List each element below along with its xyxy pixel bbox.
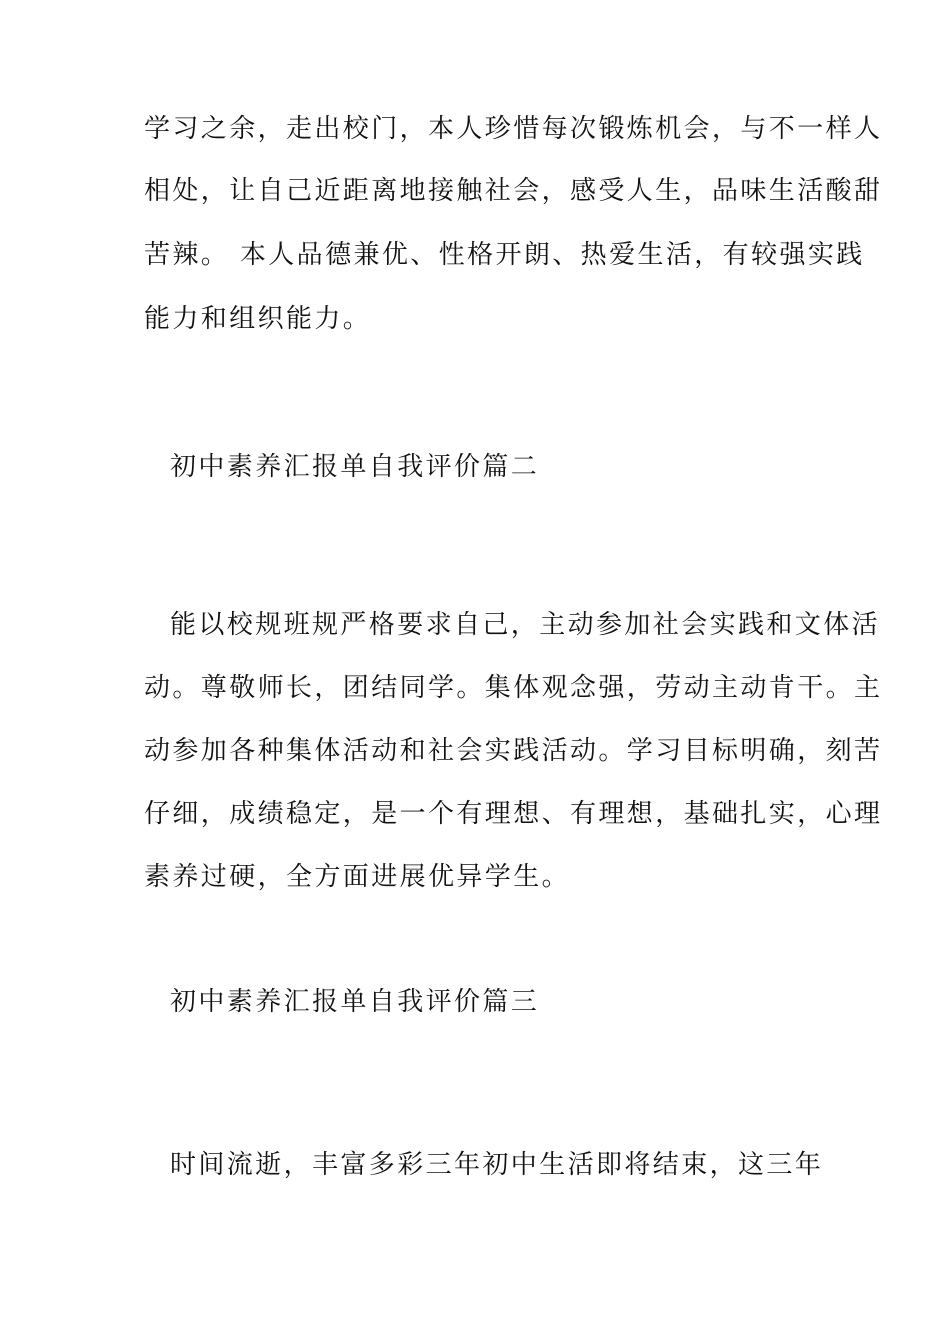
paragraph-2-line-4: 仔细，成绩稳定，是一个有理想、有理想，基础扎实，心理 xyxy=(144,799,883,829)
paragraph-2-line-5: 素养过硬，全方面进展优异学生。 xyxy=(144,862,571,892)
paragraph-3-line-1: 时间流逝，丰富多彩三年初中生活即将结束，这三年 xyxy=(170,1150,824,1180)
paragraph-1-line-2: 相处，让自己近距离地接触社会，感受人生，品味生活酸甜 xyxy=(144,176,883,206)
section-heading-3: 初中素养汇报单自我评价篇三 xyxy=(170,987,540,1017)
paragraph-2-line-3: 动参加各种集体活动和社会实践活动。学习目标明确，刻苦 xyxy=(144,736,883,766)
paragraph-2-line-2: 动。尊敬师长，团结同学。集体观念强，劳动主动肯干。主 xyxy=(144,673,883,703)
paragraph-1-line-3: 苦辣。 本人品德兼优、性格开朗、热爱生活，有较强实践 xyxy=(144,240,865,270)
paragraph-2-line-1: 能以校规班规严格要求自己，主动参加社会实践和文体活 xyxy=(170,610,881,640)
paragraph-1-line-1: 学习之余，走出校门，本人珍惜每次锻炼机会，与不一样人 xyxy=(144,114,883,144)
section-heading-2: 初中素养汇报单自我评价篇二 xyxy=(170,452,540,482)
paragraph-1-line-4: 能力和组织能力。 xyxy=(144,304,372,334)
